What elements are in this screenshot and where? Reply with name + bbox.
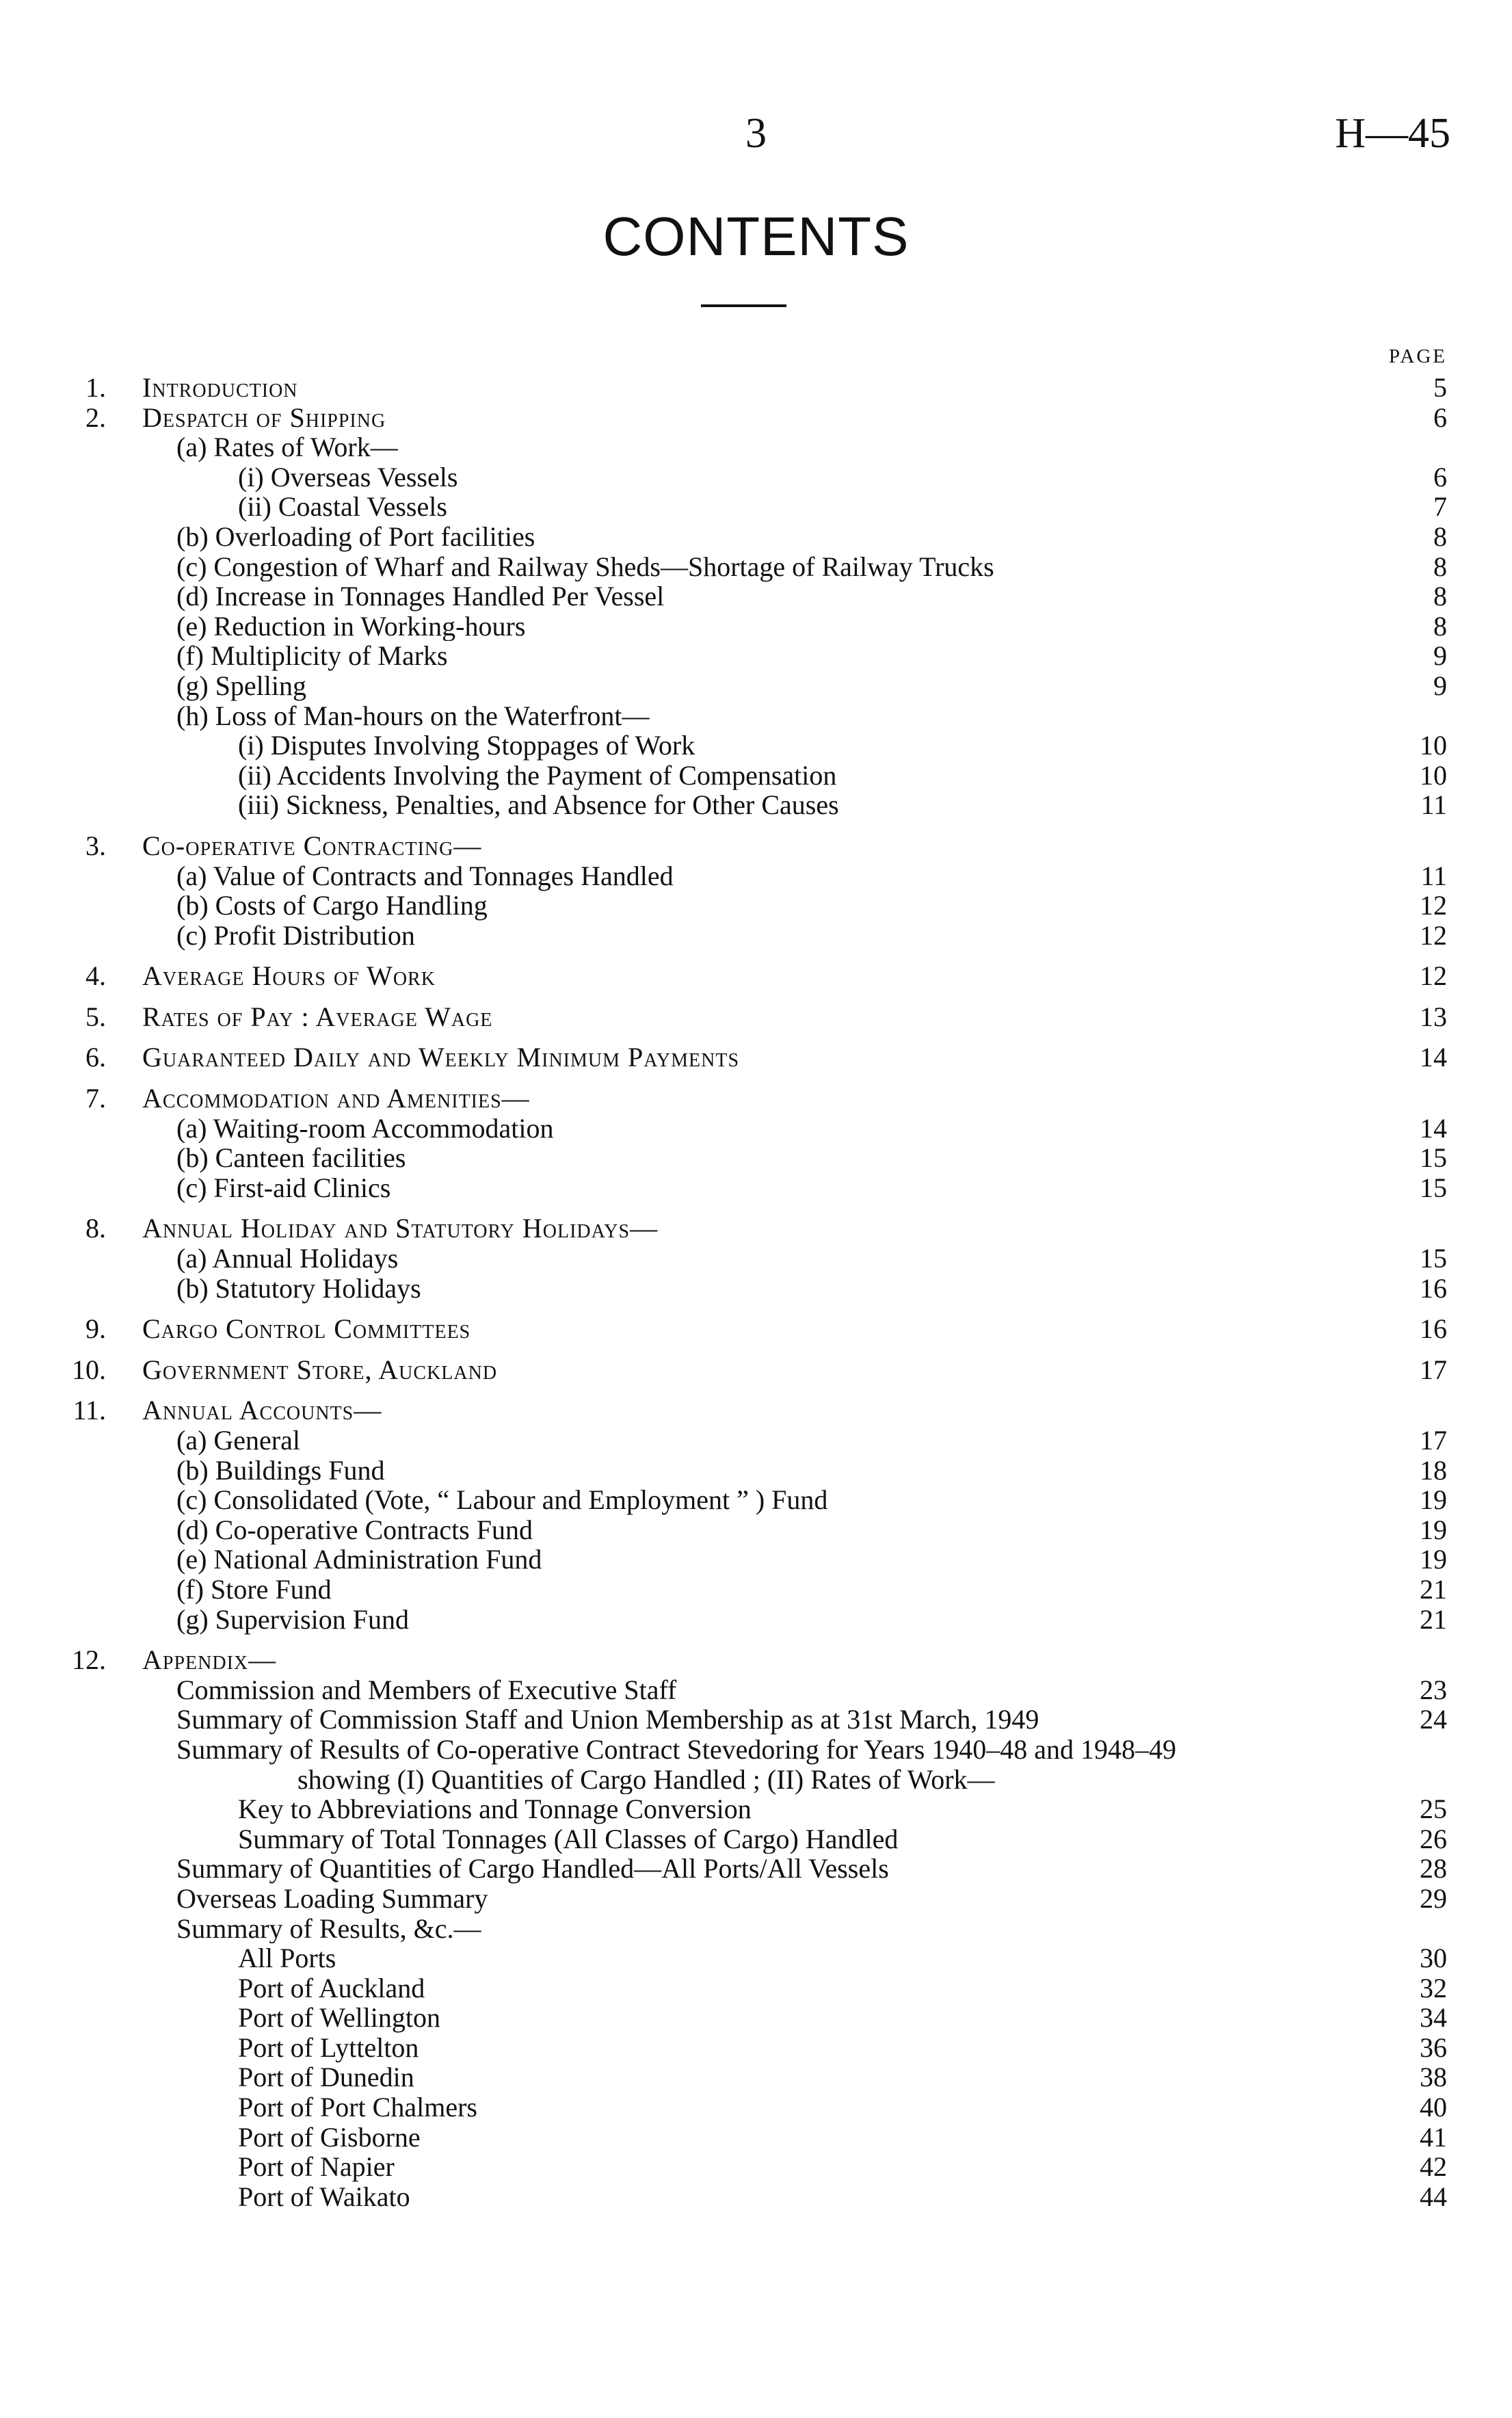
toc-entry-title: (d) Co-operative Contracts Fund [176,1515,540,1545]
toc-entry-title: (f) Multiplicity of Marks [176,641,455,671]
toc-entry-page: 13 [1420,1001,1447,1032]
toc-entry-page: 34 [1420,2002,1447,2034]
toc-entry-title: Overseas Loading Summary [176,1884,494,1914]
toc-entry-page: 36 [1420,2032,1447,2063]
toc-entry-title: (c) Consolidated (Vote, “ Labour and Employment ” ) Fund [176,1485,834,1515]
toc-entry [0,1765,1512,1795]
toc-entry-page: 9 [1433,670,1447,701]
toc-entry-number: 12. [72,1644,106,1676]
toc-entry-title: (g) Supervision Fund [176,1605,416,1635]
toc-entry-page: 16 [1420,1313,1447,1345]
toc-entry-title: Port of Napier [238,2152,401,2182]
toc-entry-page: 18 [1420,1454,1447,1486]
toc-entry-page: 16 [1420,1272,1447,1304]
toc-entry-title: Accommodation and Amenities— [142,1083,537,1114]
toc-entry [0,403,1512,433]
toc-entry-page: 11 [1420,860,1447,891]
toc-entry-title: Introduction [142,373,305,403]
toc-entry-number: 6. [85,1042,106,1073]
toc-entry-title: Co-operative Contracting— [142,831,488,861]
toc-entry [0,2092,1512,2123]
toc-entry [0,1705,1512,1735]
toc-entry-page: 17 [1420,1425,1447,1456]
toc-entry-number: 10. [72,1354,106,1385]
toc-entry-title: Summary of Results of Co-operative Contract Stevedoring for Years 1940–48 and 1948–49 [176,1735,1183,1765]
toc-entry [0,522,1512,552]
toc-entry [0,891,1512,921]
toc-entry-title: Annual Holiday and Statutory Holidays— [142,1213,665,1244]
toc-entry-page: 14 [1420,1042,1447,1073]
page-column-label: PAGE [1388,345,1447,367]
toc-entry [0,2152,1512,2182]
toc-entry [0,373,1512,403]
toc-entry [0,2033,1512,2063]
toc-entry [0,1425,1512,1456]
toc-entry-title: Summary of Total Tonnages (All Classes of Cargo) Handled [238,1824,905,1854]
toc-entry-number: 11. [72,1395,106,1426]
toc-entry-title: Government Store, Auckland [142,1355,504,1385]
toc-entry-page: 14 [1420,1112,1447,1144]
document-id: H—45 [1335,110,1450,157]
toc-entry-page: 23 [1420,1674,1447,1705]
toc-entry-title: Port of Auckland [238,1973,432,2003]
toc-entry-title: (d) Increase in Tonnages Handled Per Vessel [176,581,671,612]
toc-entry-page: 15 [1420,1243,1447,1274]
toc-entry-title: (h) Loss of Man-hours on the Waterfront— [176,701,656,731]
toc-entry-page: 6 [1433,461,1447,492]
toc-entry-page: 40 [1420,2092,1447,2123]
toc-entry-page: 12 [1420,890,1447,921]
toc-entry [0,1213,1512,1244]
toc-entry-page: 12 [1420,960,1447,992]
toc-entry [0,2062,1512,2092]
toc-entry-title: (c) Profit Distribution [176,921,422,951]
toc-entry-title: (b) Canteen facilities [176,1143,412,1173]
toc-entry-page: 28 [1420,1853,1447,1884]
toc-entry [0,432,1512,462]
toc-entry-title: Port of Waikato [238,2182,417,2212]
toc-entry-title: Key to Abbreviations and Tonnage Conversion [238,1794,758,1824]
toc-entry [0,612,1512,642]
toc-entry [0,1675,1512,1705]
toc-entry-title: Port of Port Chalmers [238,2092,484,2123]
toc-entry [0,1605,1512,1635]
toc-entry-page: 26 [1420,1823,1447,1854]
toc-entry-number: 8. [85,1213,106,1244]
toc-entry [0,462,1512,492]
toc-entry-page: 10 [1420,730,1447,761]
toc-entry-number: 1. [85,372,106,403]
toc-entry-title: (c) Congestion of Wharf and Railway Sheds—Shortage of Railway Trucks [176,552,1001,582]
toc-entry-title: Port of Dunedin [238,2062,421,2092]
toc-entry-number: 5. [85,1001,106,1032]
toc-entry [0,731,1512,761]
toc-entry [0,2003,1512,2033]
toc-entry [0,1545,1512,1575]
toc-entry-title: Appendix— [142,1645,283,1675]
toc-entry-page: 11 [1420,789,1447,821]
toc-entry-title: (a) Waiting-room Accommodation [176,1114,560,1144]
toc-entry [0,1854,1512,1884]
toc-entry-page: 9 [1433,640,1447,672]
toc-entry [0,1314,1512,1344]
toc-entry-title: (i) Overseas Vessels [238,462,464,492]
toc-entry-page: 21 [1420,1603,1447,1635]
toc-entry-number: 7. [85,1083,106,1114]
toc-entry [0,492,1512,522]
toc-entry-title: (i) Disputes Involving Stoppages of Work [238,731,702,761]
toc-entry [0,1395,1512,1425]
toc-entry-title: (a) Value of Contracts and Tonnages Handled [176,861,680,891]
table-of-contents [0,373,1512,2211]
toc-entry [0,1794,1512,1824]
toc-entry-page: 12 [1420,919,1447,951]
toc-entry-title: (b) Statutory Holidays [176,1274,428,1304]
toc-entry-page: 15 [1420,1172,1447,1203]
toc-entry-title: Port of Gisborne [238,2123,427,2153]
toc-entry-title: Guaranteed Daily and Weekly Minimum Payments [142,1042,746,1073]
toc-entry [0,1042,1512,1073]
toc-entry-title: (iii) Sickness, Penalties, and Absence for Other Causes [238,790,846,820]
toc-entry [0,581,1512,612]
toc-entry-page: 29 [1420,1882,1447,1914]
toc-entry-title: Summary of Commission Staff and Union Membership as at 31st March, 1949 [176,1705,1046,1735]
toc-entry [0,1824,1512,1854]
toc-entry-page: 38 [1420,2062,1447,2093]
toc-entry-title: (a) Annual Holidays [176,1244,405,1274]
toc-entry [0,1515,1512,1545]
toc-entry-page: 8 [1433,551,1447,582]
toc-entry [0,961,1512,991]
toc-entry [0,1114,1512,1144]
toc-entry [0,831,1512,861]
toc-entry-title: Summary of Results, &c.— [176,1914,488,1944]
toc-entry [0,641,1512,671]
toc-entry-title: (e) Reduction in Working-hours [176,612,532,642]
toc-entry-number: 2. [85,402,106,433]
toc-entry-page: 30 [1420,1943,1447,1974]
toc-entry [0,671,1512,701]
toc-entry-page: 24 [1420,1704,1447,1735]
toc-entry-page: 19 [1420,1484,1447,1516]
toc-entry-page: 17 [1420,1354,1447,1385]
toc-entry [0,2123,1512,2153]
toc-entry [0,761,1512,791]
toc-entry-page: 5 [1433,372,1447,403]
toc-entry-title: Annual Accounts— [142,1395,388,1425]
toc-entry-title: Rates of Pay : Average Wage [142,1002,499,1032]
toc-entry-page: 8 [1433,521,1447,552]
toc-entry-title: (ii) Accidents Involving the Payment of Compensation [238,761,843,791]
toc-entry [0,1143,1512,1173]
toc-entry-title: (f) Store Fund [176,1575,339,1605]
toc-entry [0,861,1512,891]
toc-entry-page: 15 [1420,1142,1447,1174]
toc-entry [0,1173,1512,1203]
toc-entry [0,1973,1512,2003]
toc-entry-page: 41 [1420,2121,1447,2153]
toc-entry-number: 9. [85,1313,106,1345]
toc-entry [0,1002,1512,1032]
toc-entry-title: (ii) Coastal Vessels [238,492,454,522]
toc-entry-page: 8 [1433,610,1447,642]
toc-entry-page: 10 [1420,759,1447,791]
toc-entry-page: 19 [1420,1514,1447,1545]
toc-entry-title: (b) Costs of Cargo Handling [176,891,494,921]
toc-entry-title: Commission and Members of Executive Staff [176,1675,683,1705]
toc-entry [0,790,1512,820]
toc-entry [0,2182,1512,2212]
page-title: CONTENTS [602,206,910,267]
toc-entry-page: 7 [1433,491,1447,523]
toc-entry-page: 21 [1420,1573,1447,1605]
toc-entry-page: 19 [1420,1544,1447,1575]
toc-entry-page: 25 [1420,1793,1447,1825]
toc-entry-title: (g) Spelling [176,671,313,701]
toc-entry [0,1575,1512,1605]
toc-entry-title: (a) General [176,1425,307,1456]
toc-entry [0,1274,1512,1304]
toc-entry-number: 3. [85,830,106,861]
toc-entry-title: Port of Lyttelton [238,2033,425,2063]
toc-entry [0,1884,1512,1914]
toc-entry-title: All Ports [238,1943,343,1973]
page-header [0,109,1512,171]
toc-entry-title: (e) National Administration Fund [176,1545,548,1575]
toc-entry-page: 8 [1433,581,1447,612]
toc-entry-title: Cargo Control Committees [142,1314,477,1344]
toc-entry [0,1943,1512,1973]
toc-entry [0,1244,1512,1274]
title-rule [701,304,786,307]
toc-entry-number: 4. [85,960,106,992]
toc-entry [0,1083,1512,1114]
toc-entry [0,1485,1512,1515]
toc-entry-title: Summary of Quantities of Cargo Handled—All Ports/All Vessels [176,1854,896,1884]
toc-entry-page: 42 [1420,2151,1447,2183]
toc-entry [0,1914,1512,1944]
toc-entry [0,1355,1512,1385]
toc-entry-title: (a) Rates of Work— [176,432,405,462]
toc-entry-title: (c) First-aid Clinics [176,1173,397,1203]
toc-entry-title: (b) Buildings Fund [176,1456,391,1486]
toc-entry-page: 6 [1433,402,1447,433]
toc-entry [0,1735,1512,1765]
toc-entry-page: 44 [1420,2181,1447,2212]
toc-entry [0,1456,1512,1486]
toc-entry-title: (b) Overloading of Port facilities [176,522,542,552]
toc-entry [0,1645,1512,1675]
toc-entry-title: Despatch of Shipping [142,403,393,433]
toc-entry [0,921,1512,951]
toc-entry [0,552,1512,582]
toc-entry-title: Average Hours of Work [142,961,442,991]
toc-entry-title: Port of Wellington [238,2003,447,2033]
page-number: 3 [745,110,767,157]
toc-entry-page: 32 [1420,1972,1447,2003]
toc-entry [0,701,1512,731]
toc-entry-title: showing (I) Quantities of Cargo Handled ; (II) Rates of Work— [297,1765,1002,1795]
